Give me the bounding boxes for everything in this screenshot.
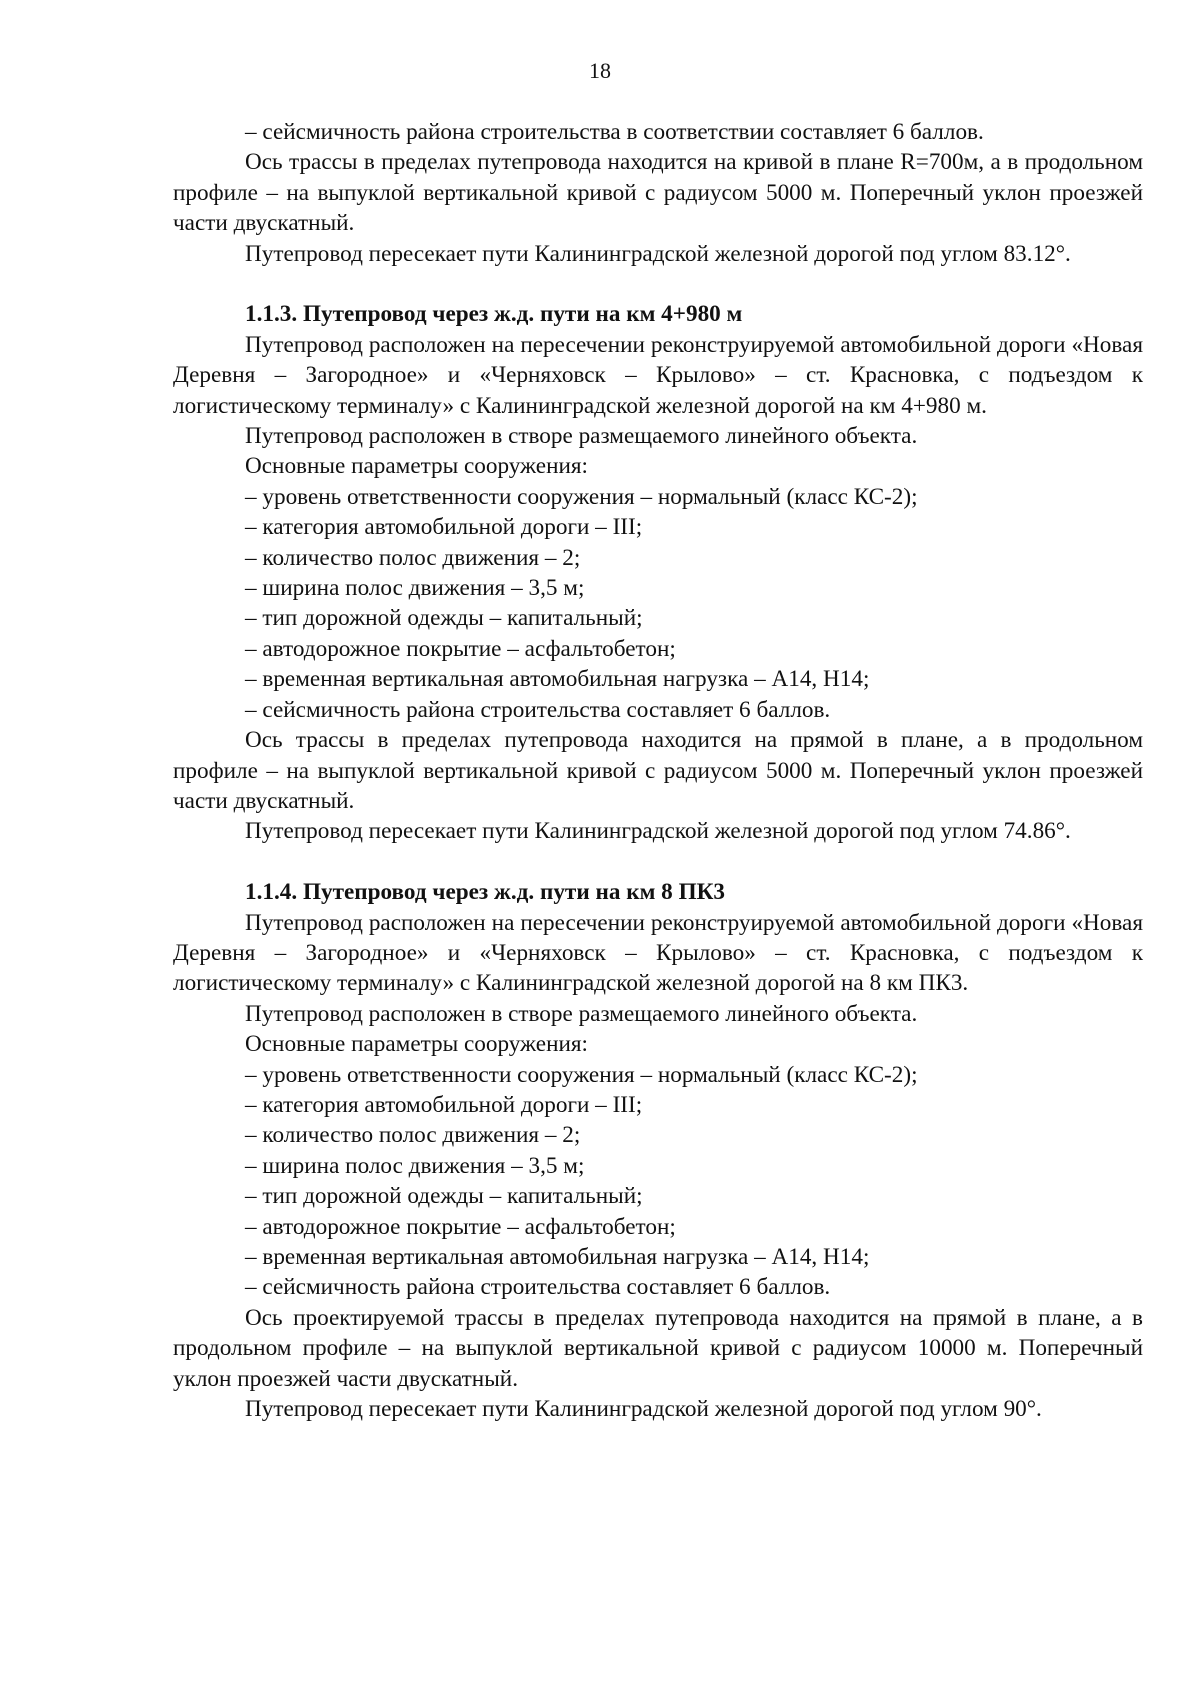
param-item: – сейсмичность района строительства составляет 6 баллов. [245, 1274, 831, 1301]
param-item: – уровень ответственности сооружения – нормальный (класс КС-2); [245, 1061, 918, 1088]
location-paragraph: Путепровод расположен на пересечении реконструируемой автомобильной дороги «Новая Деревня – Загородное» и «Черняховск – Крылово» – ст. Красновка, с подъездом к логистическому терминалу» с Калининградской железной дорогой на 8 км ПК3. [173, 909, 1143, 997]
seismic-item: – сейсмичность района строительства в соответствии составляет 6 баллов. [245, 119, 984, 145]
alignment-paragraph: Путепровод расположен в створе размещаемого линейного объекта. [245, 1000, 918, 1027]
param-item: – категория автомобильной дороги – III; [245, 514, 643, 541]
param-item: – категория автомобильной дороги – III; [245, 1091, 643, 1118]
param-item: – ширина полос движения – 3,5 м; [245, 1152, 585, 1179]
section-spacer [173, 847, 1143, 877]
param-item: – количество полос движения – 2; [245, 1122, 581, 1149]
param-item: – количество полос движения – 2; [245, 544, 581, 571]
param-item: – временная вертикальная автомобильная нагрузка – А14, Н14; [245, 666, 870, 693]
axis-paragraph: Ось трассы в пределах путепровода находится на кривой в плане R=700м, а в продольном профиле – на выпуклой вертикальной кривой с радиусом 5000 м. Поперечный уклон проезжей части двускатный. [173, 149, 1143, 237]
params-intro: Основные параметры сооружения: [245, 453, 588, 480]
axis-paragraph: Ось проектируемой трассы в пределах путепровода находится на прямой в плане, а в продольном профиле – на выпуклой вертикальной кривой с радиусом 10000 м. Поперечный уклон проезжей части двускатный. [173, 1304, 1143, 1392]
page-number: 18 [589, 58, 611, 83]
param-item: – ширина полос движения – 3,5 м; [245, 575, 585, 602]
section-1-1-4 [173, 877, 1143, 1424]
param-item: – автодорожное покрытие – асфальтобетон; [245, 635, 676, 662]
axis-paragraph: Ось трассы в пределах путепровода находится на прямой в плане, а в продольном профиле – на выпуклой вертикальной кривой с радиусом 5000 м. Поперечный уклон проезжей части двускатный. [173, 727, 1143, 814]
document-body [173, 117, 1143, 1424]
location-paragraph: Путепровод расположен на пересечении реконструируемой автомобильной дороги «Новая Деревня – Загородное» и «Черняховск – Крылово» – ст. Красновка, с подъездом к логистическому терминалу» с Калининградской железной дорогой на км 4+980 м. [173, 331, 1143, 419]
param-item: – временная вертикальная автомобильная нагрузка – А14, Н14; [245, 1244, 870, 1270]
section-heading: 1.1.4. Путепровод через ж.д. пути на км 8 ПК3 [245, 879, 726, 906]
crossing-paragraph: Путепровод пересекает пути Калининградской железной дорогой под углом 83.12°. [245, 240, 1071, 267]
param-item: – сейсмичность района строительства составляет 6 баллов. [245, 696, 831, 723]
crossing-paragraph: Путепровод пересекает пути Калининградской железной дорогой под углом 74.86°. [245, 818, 1071, 845]
section-heading: 1.1.3. Путепровод через ж.д. пути на км 4+980 м [245, 301, 743, 328]
section-1-1-3 [173, 299, 1143, 846]
section-spacer [173, 269, 1143, 299]
crossing-paragraph: Путепровод пересекает пути Калининградской железной дорогой под углом 90°. [245, 1396, 1042, 1423]
param-item: – автодорожное покрытие – асфальтобетон; [245, 1213, 676, 1240]
param-item: – уровень ответственности сооружения – нормальный (класс КС-2); [245, 483, 918, 510]
param-item: – тип дорожной одежды – капитальный; [245, 605, 643, 632]
params-intro: Основные параметры сооружения: [245, 1031, 588, 1058]
param-item: – тип дорожной одежды – капитальный; [245, 1183, 643, 1210]
alignment-paragraph: Путепровод расположен в створе размещаемого линейного объекта. [245, 423, 918, 450]
